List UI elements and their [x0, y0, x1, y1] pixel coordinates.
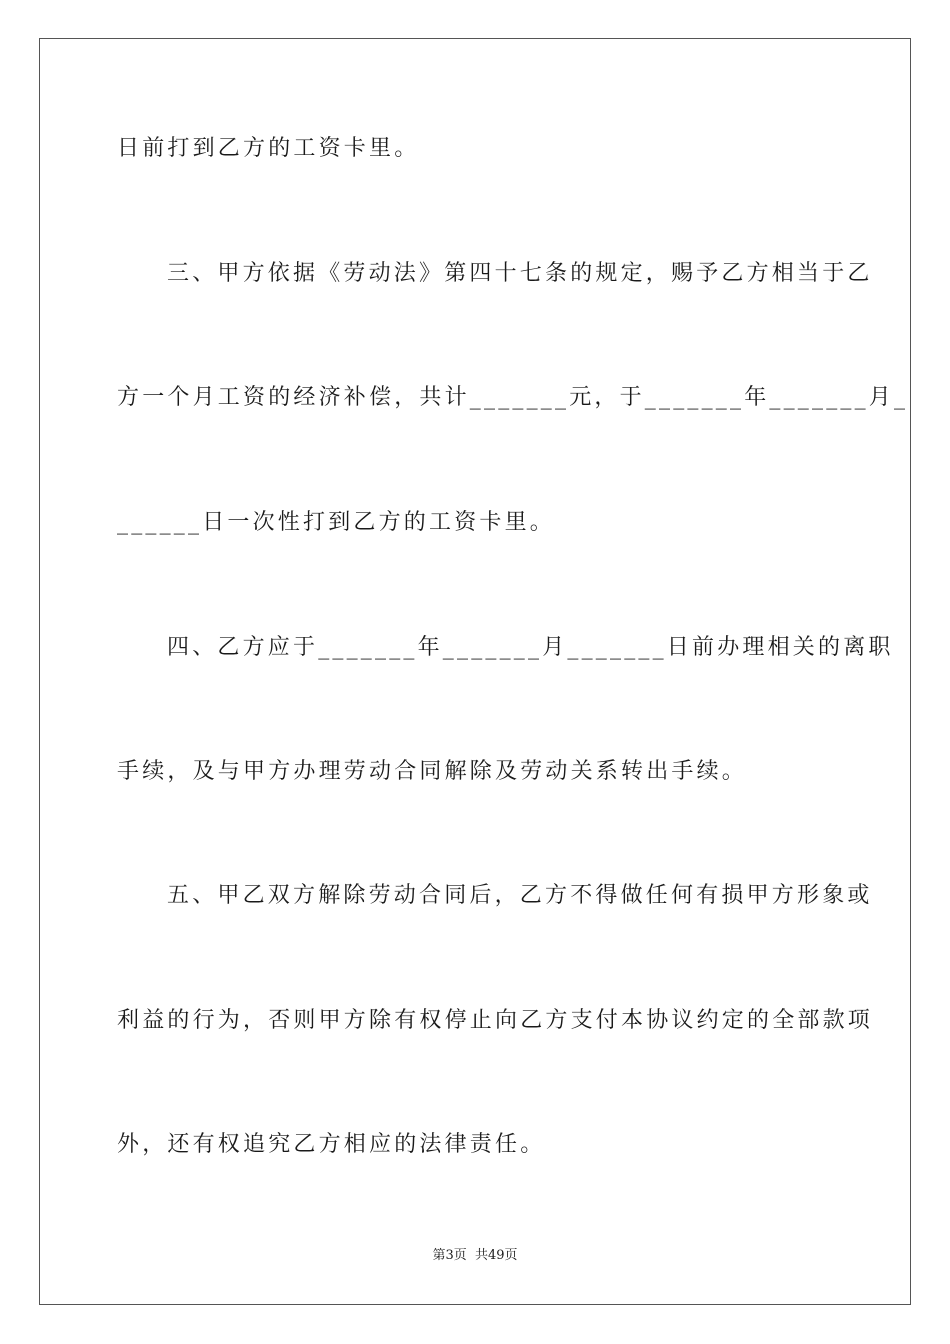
paragraph-line-9: 外，还有权追究乙方相应的法律责任。 [117, 1132, 546, 1157]
paragraph-line-1: 日前打到乙方的工资卡里。 [117, 136, 420, 161]
paragraph-line-5: 四、乙方应于_______年_______月_______日前办理相关的离职 [167, 635, 894, 660]
total-pages: 共49页 [474, 1248, 518, 1263]
paragraph-line-6: 手续，及与甲方办理劳动合同解除及劳动关系转出手续。 [117, 759, 748, 784]
paragraph-line-8: 利益的行为，否则甲方除有权停止向乙方支付本协议约定的全部款项 [117, 1008, 874, 1033]
paragraph-line-7: 五、甲乙双方解除劳动合同后，乙方不得做任何有损甲方形象或 [167, 883, 873, 908]
page-border [39, 38, 911, 1305]
page-footer [0, 1246, 950, 1266]
paragraph-line-3: 方一个月工资的经济补偿，共计_______元，于_______年_______月_ [117, 385, 909, 410]
paragraph-line-2: 三、甲方依据《劳动法》第四十七条的规定，赐予乙方相当于乙 [167, 261, 873, 286]
paragraph-line-4: ______日一次性打到乙方的工资卡里。 [117, 510, 556, 535]
page-number: 第3页 [432, 1248, 467, 1263]
